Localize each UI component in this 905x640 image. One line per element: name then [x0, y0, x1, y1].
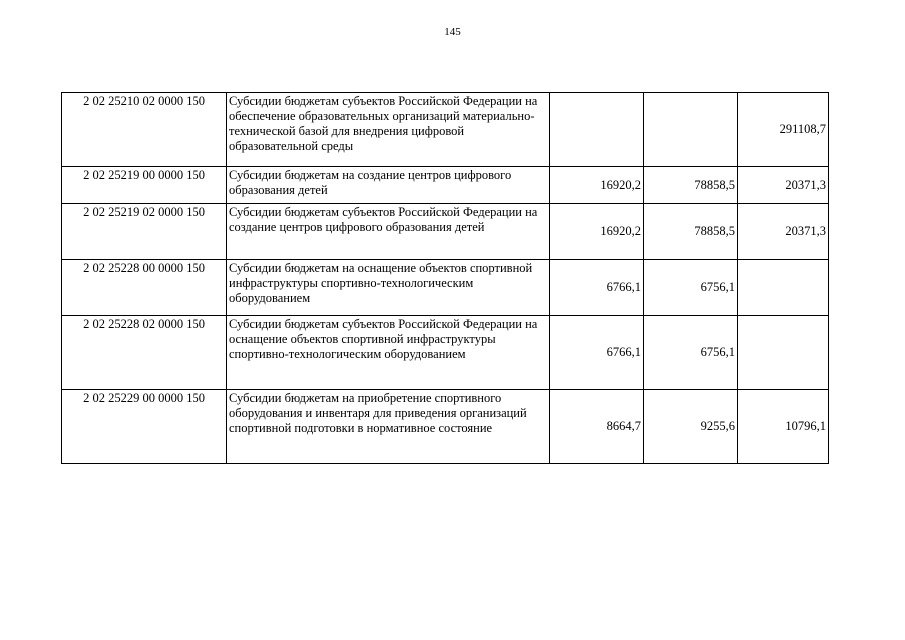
budget-code-cell: 2 02 25228 02 0000 150 [62, 316, 227, 390]
value-cell-2: 9255,6 [644, 390, 738, 464]
value-cell-1: 16920,2 [550, 167, 644, 204]
description-cell: Субсидии бюджетам субъектов Российской Федерации на оснащение объектов спортивной инфраструктуры спортивно-технологическим оборудованием [227, 316, 550, 390]
value-cell-3: 20371,3 [738, 167, 829, 204]
value-cell-3: 291108,7 [738, 93, 829, 167]
table-row [62, 316, 829, 390]
budget-code-cell: 2 02 25228 00 0000 150 [62, 260, 227, 316]
description-cell: Субсидии бюджетам на приобретение спортивного оборудования и инвентаря для приведения организаций спортивной подготовки в нормативное состояние [227, 390, 550, 464]
value-cell-1: 16920,2 [550, 204, 644, 260]
value-cell-3: 20371,3 [738, 204, 829, 260]
table-row [62, 167, 829, 204]
budget-code-cell: 2 02 25210 02 0000 150 [62, 93, 227, 167]
table-row [62, 390, 829, 464]
description-cell: Субсидии бюджетам на оснащение объектов спортивной инфраструктуры спортивно-технологическим оборудованием [227, 260, 550, 316]
value-cell-3: 10796,1 [738, 390, 829, 464]
value-cell-2: 6756,1 [644, 316, 738, 390]
value-cell-1: 8664,7 [550, 390, 644, 464]
value-cell-1 [550, 93, 644, 167]
budget-code-cell: 2 02 25229 00 0000 150 [62, 390, 227, 464]
table-row [62, 204, 829, 260]
description-cell: Субсидии бюджетам субъектов Российской Федерации на обеспечение образовательных организаций материально-технической базой для внедрения цифровой образовательной среды [227, 93, 550, 167]
table-row [62, 260, 829, 316]
value-cell-2 [644, 93, 738, 167]
description-cell: Субсидии бюджетам на создание центров цифрового образования детей [227, 167, 550, 204]
description-cell: Субсидии бюджетам субъектов Российской Федерации на создание центров цифрового образования детей [227, 204, 550, 260]
value-cell-2: 78858,5 [644, 167, 738, 204]
table-row [62, 93, 829, 167]
value-cell-2: 78858,5 [644, 204, 738, 260]
page-number: 145 [444, 26, 461, 38]
budget-code-cell: 2 02 25219 02 0000 150 [62, 204, 227, 260]
budget-table [61, 92, 829, 464]
value-cell-3 [738, 316, 829, 390]
value-cell-3 [738, 260, 829, 316]
value-cell-2: 6756,1 [644, 260, 738, 316]
value-cell-1: 6766,1 [550, 316, 644, 390]
value-cell-1: 6766,1 [550, 260, 644, 316]
budget-code-cell: 2 02 25219 00 0000 150 [62, 167, 227, 204]
